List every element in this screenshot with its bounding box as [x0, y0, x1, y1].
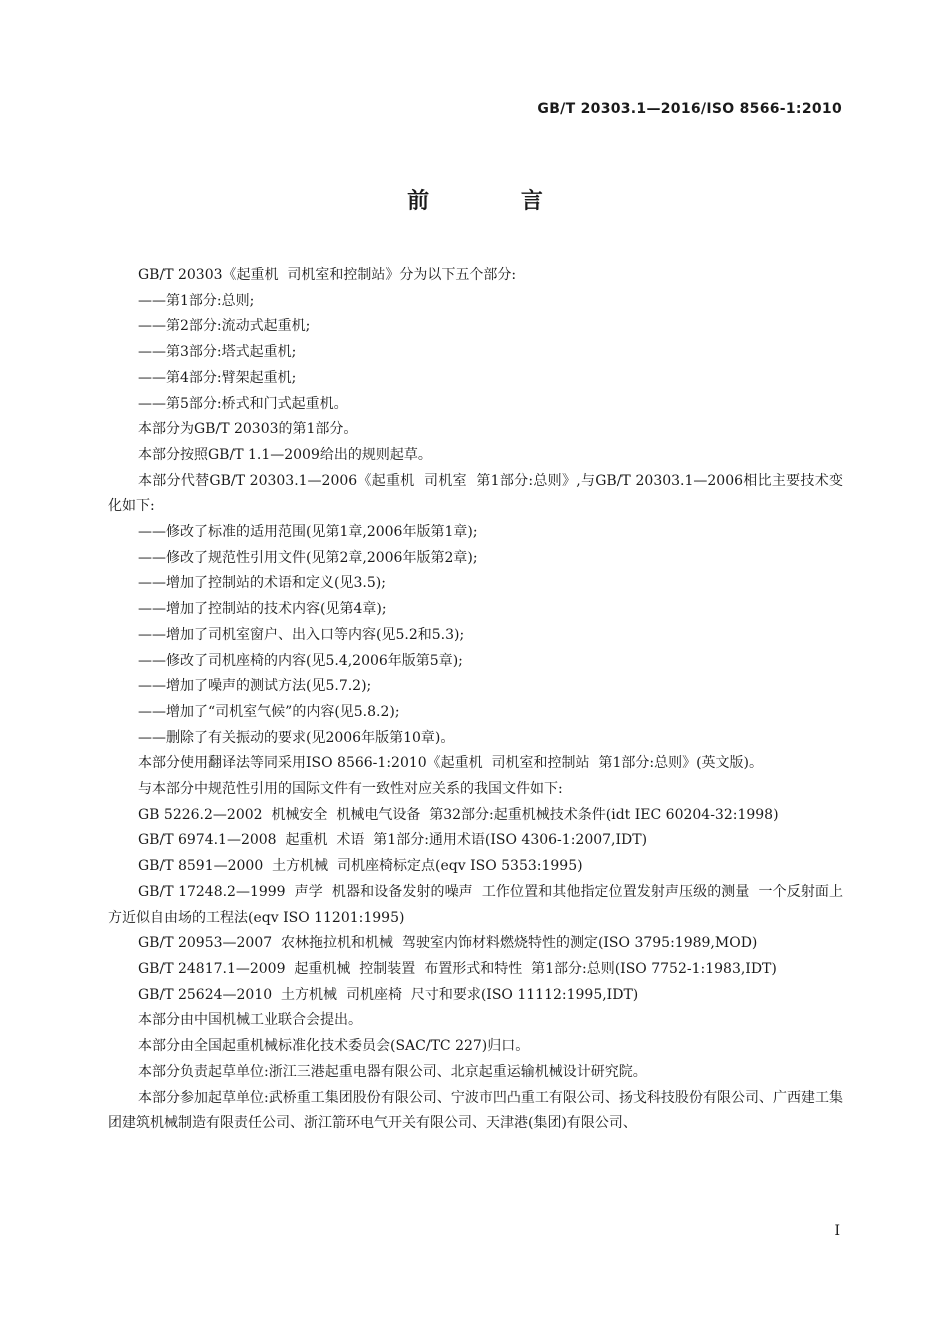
list-item: ——增加了“司机室气候”的内容(见5.8.2);	[138, 703, 400, 720]
reference-entry: GB/T 24817.1—2009 起重机械 控制装置 布置形式和特性 第1部分:总则(ISO 7752-1:1983,IDT)	[138, 960, 777, 977]
reference-entry: GB/T 25624—2010 土方机械 司机座椅 尺寸和要求(ISO 11112:1995,IDT)	[138, 986, 639, 1003]
paragraph: 本部分使用翻译法等同采用ISO 8566-1:2010《起重机 司机室和控制站 第1部分:总则》(英文版)。	[138, 755, 764, 772]
reference-entry: GB/T 17248.2—1999 声学 机器和设备发射的噪声 工作位置和其他指定位置发射声压级的测量 一个反射面上方近似自由场的工程法(eqv ISO 11201:1995)	[108, 883, 843, 926]
reference-entry: GB 5226.2—2002 机械安全 机械电气设备 第32部分:起重机械技术条件(idt IEC 60204-32:1998)	[138, 806, 779, 823]
page-title: 前 言	[407, 189, 585, 214]
standard-number: GB/T 20303.1—2016/ISO 8566-1:2010	[537, 101, 842, 117]
list-item: ——第2部分:流动式起重机;	[138, 318, 311, 335]
reference-entry: GB/T 20953—2007 农林拖拉机和机械 驾驶室内饰材料燃烧特性的测定(ISO 3795:1989,MOD)	[138, 935, 758, 952]
paragraph: 本部分由全国起重机械标准化技术委员会(SAC/TC 227)归口。	[138, 1038, 530, 1055]
list-item: ——第5部分:桥式和门式起重机。	[138, 395, 348, 412]
paragraph: 与本部分中规范性引用的国际文件有一致性对应关系的我国文件如下:	[138, 781, 563, 798]
list-item: ——增加了控制站的术语和定义(见3.5);	[138, 575, 386, 592]
list-item: ——第3部分:塔式起重机;	[138, 344, 297, 361]
list-item: ——第4部分:臂架起重机;	[138, 369, 297, 386]
paragraph: 本部分由中国机械工业联合会提出。	[138, 1012, 362, 1029]
page-number: I	[834, 1223, 840, 1239]
list-item: ——修改了标准的适用范围(见第1章,2006年版第1章);	[138, 524, 478, 541]
list-item: ——增加了噪声的测试方法(见5.7.2);	[138, 678, 372, 695]
paragraph: 本部分参加起草单位:武桥重工集团股份有限公司、宁波市凹凸重工有限公司、扬戈科技股份有限公司、广西建工集团建筑机械制造有限责任公司、浙江箭环电气开关有限公司、天津港(集团)有限公司、	[108, 1089, 843, 1132]
reference-entry: GB/T 8591—2000 土方机械 司机座椅标定点(eqv ISO 5353:1995)	[138, 858, 583, 875]
document-body	[108, 263, 843, 1137]
list-item: ——第1部分:总则;	[138, 292, 255, 309]
list-item: ——删除了有关振动的要求(见2006年版第10章)。	[138, 729, 455, 746]
list-item: ——修改了司机座椅的内容(见5.4,2006年版第5章);	[138, 652, 463, 669]
list-item: ——修改了规范性引用文件(见第2章,2006年版第2章);	[138, 549, 478, 566]
paragraph: 本部分负责起草单位:浙江三港起重电器有限公司、北京起重运输机械设计研究院。	[138, 1063, 647, 1080]
paragraph: 本部分为GB/T 20303的第1部分。	[138, 421, 358, 438]
paragraph: 本部分按照GB/T 1.1—2009给出的规则起草。	[138, 446, 432, 463]
paragraph: 本部分代替GB/T 20303.1—2006《起重机 司机室 第1部分:总则》,与GB/T 20303.1—2006相比主要技术变化如下:	[108, 472, 843, 515]
list-item: ——增加了控制站的技术内容(见第4章);	[138, 601, 387, 618]
paragraph: GB/T 20303《起重机 司机室和控制站》分为以下五个部分:	[138, 267, 517, 283]
reference-entry: GB/T 6974.1—2008 起重机 术语 第1部分:通用术语(ISO 4306-1:2007,IDT)	[138, 832, 648, 849]
list-item: ——增加了司机室窗户、出入口等内容(见5.2和5.3);	[138, 626, 465, 643]
